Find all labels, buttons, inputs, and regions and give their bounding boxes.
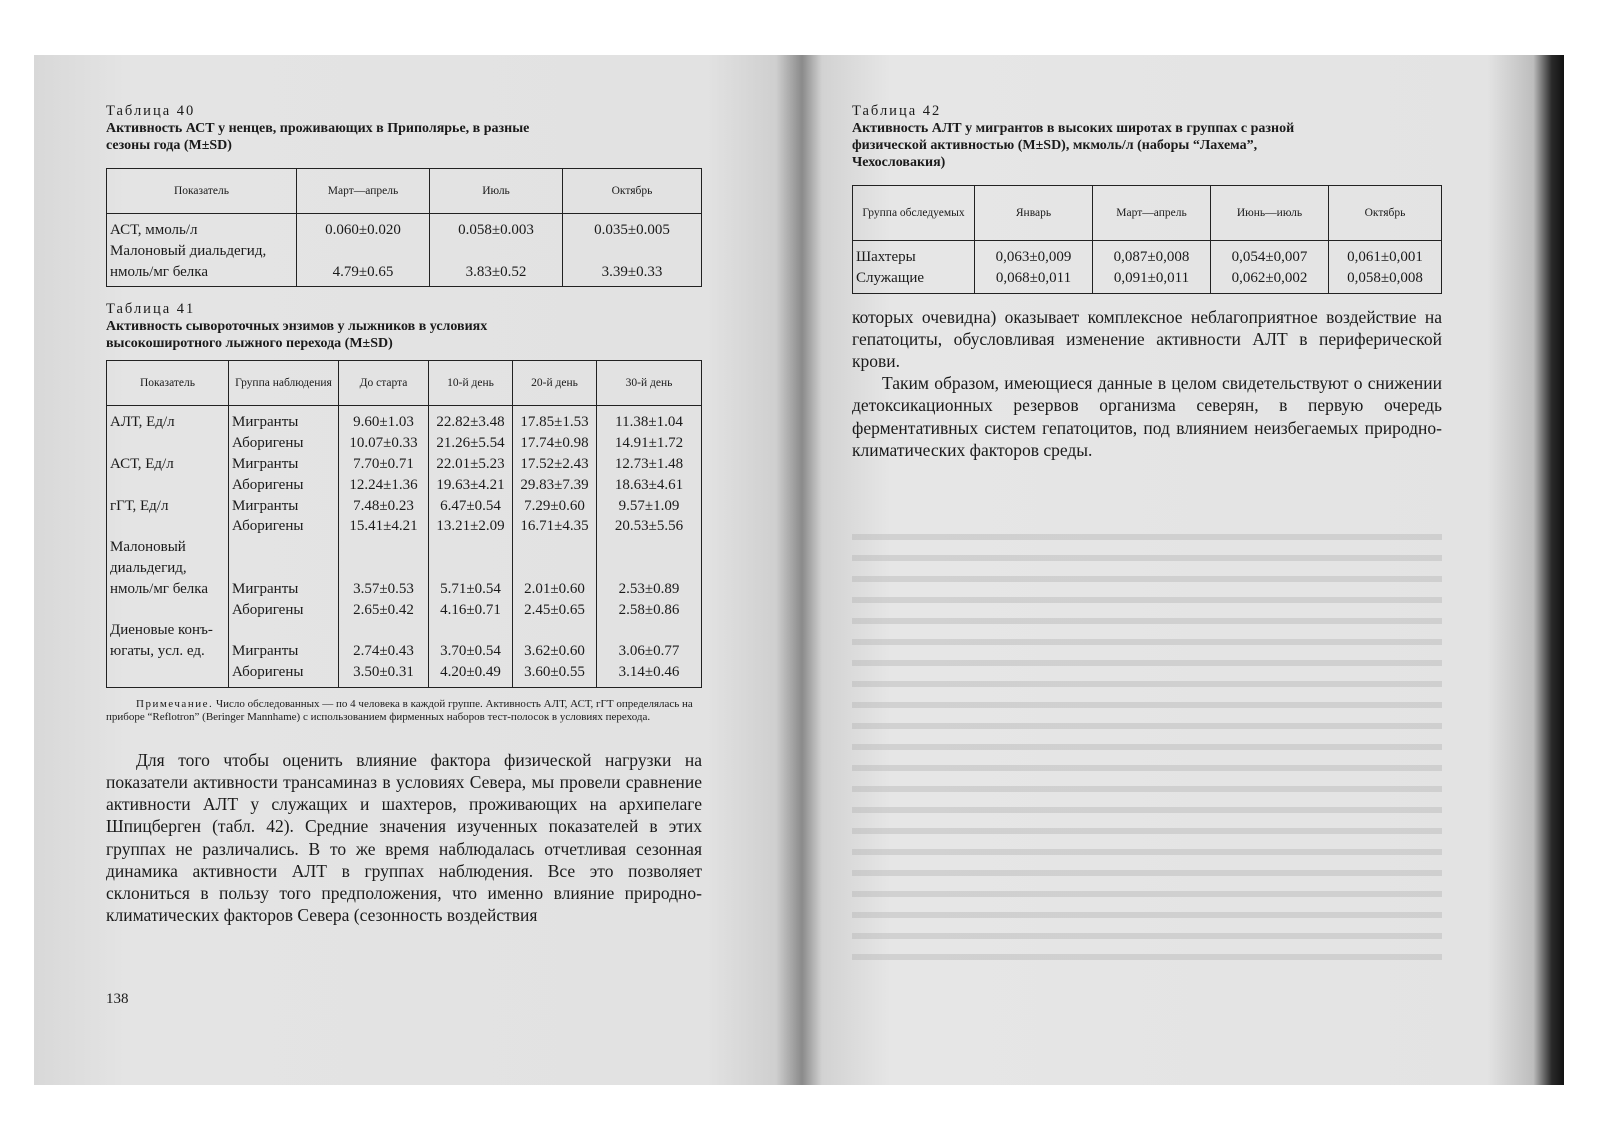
table41-cell [229, 558, 339, 579]
table41-cell: 15.41±4.21 [339, 516, 429, 537]
table41-cell: 5.71±0.54 [429, 579, 513, 600]
table41-row [107, 579, 702, 600]
table41 [106, 360, 702, 687]
table41-cell: 17.74±0.98 [513, 433, 597, 454]
table42-cell: 0,062±0,002 [1211, 268, 1329, 293]
table42-header: Октябрь [1329, 186, 1442, 241]
table41-cell: 19.63±4.21 [429, 475, 513, 496]
table41-cell: 12.73±1.48 [597, 454, 702, 475]
right-paragraph-2: Таким образом, имеющиеся данные в целом свидетельствуют о снижении детоксикационных резервов организма северян, в первую очередь ферментативных систем гепатоцитов, под влиянием неизбегаемых природно-климатических факторов среды. [852, 373, 1442, 460]
left-paragraph: Для того чтобы оценить влияние фактора физической нагрузки на показатели активности трансаминаз в условиях Севера, мы провели сравнение активности АЛТ у служащих и шахтеров, проживающих на архипелаге Шпицберген (табл. 42). Средние значения изученных показателей в этих группах не различались. В то же время наблюдалась отчетливая сезонная динамика активности АЛТ в группах наблюдения. Все это позволяет склониться в пользу того предположения, что именно влияние природно-климатических факторов Севера (сезонность воздействия [106, 749, 702, 926]
table41-cell [513, 558, 597, 579]
table41-cell: 13.21±2.09 [429, 516, 513, 537]
table41-row [107, 433, 702, 454]
table41-cell [339, 537, 429, 558]
table41-cell [107, 662, 229, 687]
table42-header: Март—апрель [1093, 186, 1211, 241]
table41-cell: Мигранты [229, 641, 339, 662]
table41-cell: 21.26±5.54 [429, 433, 513, 454]
table41-cell: 12.24±1.36 [339, 475, 429, 496]
table41-header: 20-й день [513, 361, 597, 406]
table41-cell: 2.01±0.60 [513, 579, 597, 600]
table41-cell: 7.70±0.71 [339, 454, 429, 475]
table41-cell: Мигранты [229, 406, 339, 433]
table41-row [107, 516, 702, 537]
table41-cell [339, 558, 429, 579]
table41-cell: 18.63±4.61 [597, 475, 702, 496]
table41-row [107, 406, 702, 433]
table40-cell: АСТ, ммоль/л [107, 214, 297, 241]
table41-cell: 2.65±0.42 [339, 600, 429, 621]
table40-number: Таблица 40 [106, 103, 196, 119]
table41-cell [597, 620, 702, 641]
note-key: Примечание. [136, 697, 214, 710]
table42-header: Январь [975, 186, 1093, 241]
table41-cell: 22.82±3.48 [429, 406, 513, 433]
table42-cell: 0,058±0,008 [1329, 268, 1442, 293]
table42-header: Группа обследуемых [853, 186, 975, 241]
table41-cell: 2.53±0.89 [597, 579, 702, 600]
bleed-through-texture [852, 525, 1442, 965]
table41-cell: 29.83±7.39 [513, 475, 597, 496]
table41-cell [513, 620, 597, 641]
table42-cell: 0,068±0,011 [975, 268, 1093, 293]
table41-cell [513, 537, 597, 558]
table41-cell: 14.91±1.72 [597, 433, 702, 454]
table41-cell: 3.50±0.31 [339, 662, 429, 687]
table42-cell: Служащие [853, 268, 975, 293]
table42-cell: 0,054±0,007 [1211, 241, 1329, 268]
table41-cell: Аборигены [229, 475, 339, 496]
table41-row [107, 558, 702, 579]
table40-cell: 4.79±0.65 [297, 262, 430, 287]
table41-row [107, 537, 702, 558]
table41-cell: АСТ, Ед/л [107, 454, 229, 475]
table41-row [107, 662, 702, 687]
table41-cell: 3.57±0.53 [339, 579, 429, 600]
table41-cell: 16.71±4.35 [513, 516, 597, 537]
table41-cell: 4.20±0.49 [429, 662, 513, 687]
table41-cell [429, 537, 513, 558]
table41-cell [597, 558, 702, 579]
table41-cell: Мигранты [229, 496, 339, 517]
table41-header: Показатель [107, 361, 229, 406]
table41-cell: 4.16±0.71 [429, 600, 513, 621]
table41-row [107, 454, 702, 475]
table40-header: Март—апрель [297, 169, 430, 214]
table42-cell: 0,087±0,008 [1093, 241, 1211, 268]
table41-cell [429, 620, 513, 641]
table41-cell: Мигранты [229, 579, 339, 600]
table41-cell: 7.29±0.60 [513, 496, 597, 517]
table40-header: Июль [430, 169, 563, 214]
page-number: 138 [106, 991, 129, 1007]
right-paragraph-1: которых очевидна) оказывает комплексное неблагоприятное воздействие на гепатоциты, обусловливая изменение активности АЛТ в периферической крови. [852, 306, 1442, 371]
table41-cell: 20.53±5.56 [597, 516, 702, 537]
table41-cell: диальдегид, [107, 558, 229, 579]
table41-cell: 6.47±0.54 [429, 496, 513, 517]
table41-number: Таблица 41 [106, 301, 196, 318]
table41-cell: гГТ, Ед/л [107, 496, 229, 517]
table41-cell: Аборигены [229, 516, 339, 537]
table42-cell: Шахтеры [853, 241, 975, 268]
table40-cell: 0.058±0.003 [430, 214, 563, 241]
table41-cell: 9.60±1.03 [339, 406, 429, 433]
table42-cell: 0,063±0,009 [975, 241, 1093, 268]
table41-cell [107, 600, 229, 621]
table41-cell: 9.57±1.09 [597, 496, 702, 517]
table41-row [107, 496, 702, 517]
table40-title: Активность АСТ у ненцев, проживающих в Приполярье, в разные сезоны года (M±SD) [106, 121, 530, 153]
table41-cell [229, 620, 339, 641]
table41-cell: 2.45±0.65 [513, 600, 597, 621]
left-page [106, 55, 702, 1007]
table41-header: 10-й день [429, 361, 513, 406]
table41-cell [229, 537, 339, 558]
right-page [852, 55, 1446, 461]
table42-cell: 0,091±0,011 [1093, 268, 1211, 293]
table41-cell: 22.01±5.23 [429, 454, 513, 475]
table41-cell: 2.58±0.86 [597, 600, 702, 621]
table41-row [107, 620, 702, 641]
table41-cell [107, 475, 229, 496]
table42-title: Активность АЛТ у мигрантов в высоких широтах в группах с разной физической активностью (M±SD), мкмоль/л (наборы “Лахема”, Чехословакия) [852, 121, 1295, 170]
table41-header: Группа наблюдения [229, 361, 339, 406]
note-text: Число обследованных — по 4 человека в каждой группе. Активность АЛТ, АСТ, гГТ определялась на приборе “Reflotron” (Beringer Mannhame) с использованием фирменных наборов тест-полосок в условиях перехода. [106, 697, 693, 724]
table40 [106, 168, 702, 287]
table41-cell [429, 558, 513, 579]
table42 [852, 185, 1442, 294]
table41-cell: нмоль/мг белка [107, 579, 229, 600]
table41-cell [597, 537, 702, 558]
table41-cell: 7.48±0.23 [339, 496, 429, 517]
table40-cell: нмоль/мг белка [107, 262, 297, 287]
table41-cell: Мигранты [229, 454, 339, 475]
table41-cell: 3.70±0.54 [429, 641, 513, 662]
table41-cell: Аборигены [229, 662, 339, 687]
table40-cell: 3.83±0.52 [430, 262, 563, 287]
table41-row [107, 600, 702, 621]
table40-cell: 3.39±0.33 [563, 262, 702, 287]
table41-cell: 3.06±0.77 [597, 641, 702, 662]
table40-cell: 0.035±0.005 [563, 214, 702, 241]
table41-row [107, 641, 702, 662]
table41-title: Активность сывороточных энзимов у лыжников в условиях высокоширотного лыжного перехода (M±SD) [106, 319, 488, 352]
table41-cell [107, 516, 229, 537]
table41-cell: 17.85±1.53 [513, 406, 597, 433]
book-spread-scan [34, 55, 1564, 1085]
table41-cell: 11.38±1.04 [597, 406, 702, 433]
table40-header: Октябрь [563, 169, 702, 214]
table40-cell: Малоновый диальдегид, [107, 241, 297, 262]
table41-cell: 3.60±0.55 [513, 662, 597, 687]
table42-number: Таблица 42 [852, 103, 942, 119]
table41-cell: Аборигены [229, 433, 339, 454]
table42-header: Июнь—июль [1211, 186, 1329, 241]
table41-header: До старта [339, 361, 429, 406]
table41-cell: Диеновые конъ- [107, 620, 229, 641]
table41-cell: АЛТ, Ед/л [107, 406, 229, 433]
table41-cell: Малоновый [107, 537, 229, 558]
table41-cell: 10.07±0.33 [339, 433, 429, 454]
table41-note [106, 698, 702, 725]
table40-cell: 0.060±0.020 [297, 214, 430, 241]
table41-cell [339, 620, 429, 641]
table40-header: Показатель [107, 169, 297, 214]
table41-cell: Аборигены [229, 600, 339, 621]
table41-cell: 3.62±0.60 [513, 641, 597, 662]
table41-row [107, 475, 702, 496]
table41-header: 30-й день [597, 361, 702, 406]
table41-cell: 3.14±0.46 [597, 662, 702, 687]
table41-cell: 2.74±0.43 [339, 641, 429, 662]
table41-cell: 17.52±2.43 [513, 454, 597, 475]
table41-cell [107, 433, 229, 454]
table42-cell: 0,061±0,001 [1329, 241, 1442, 268]
table41-cell: югаты, усл. ед. [107, 641, 229, 662]
